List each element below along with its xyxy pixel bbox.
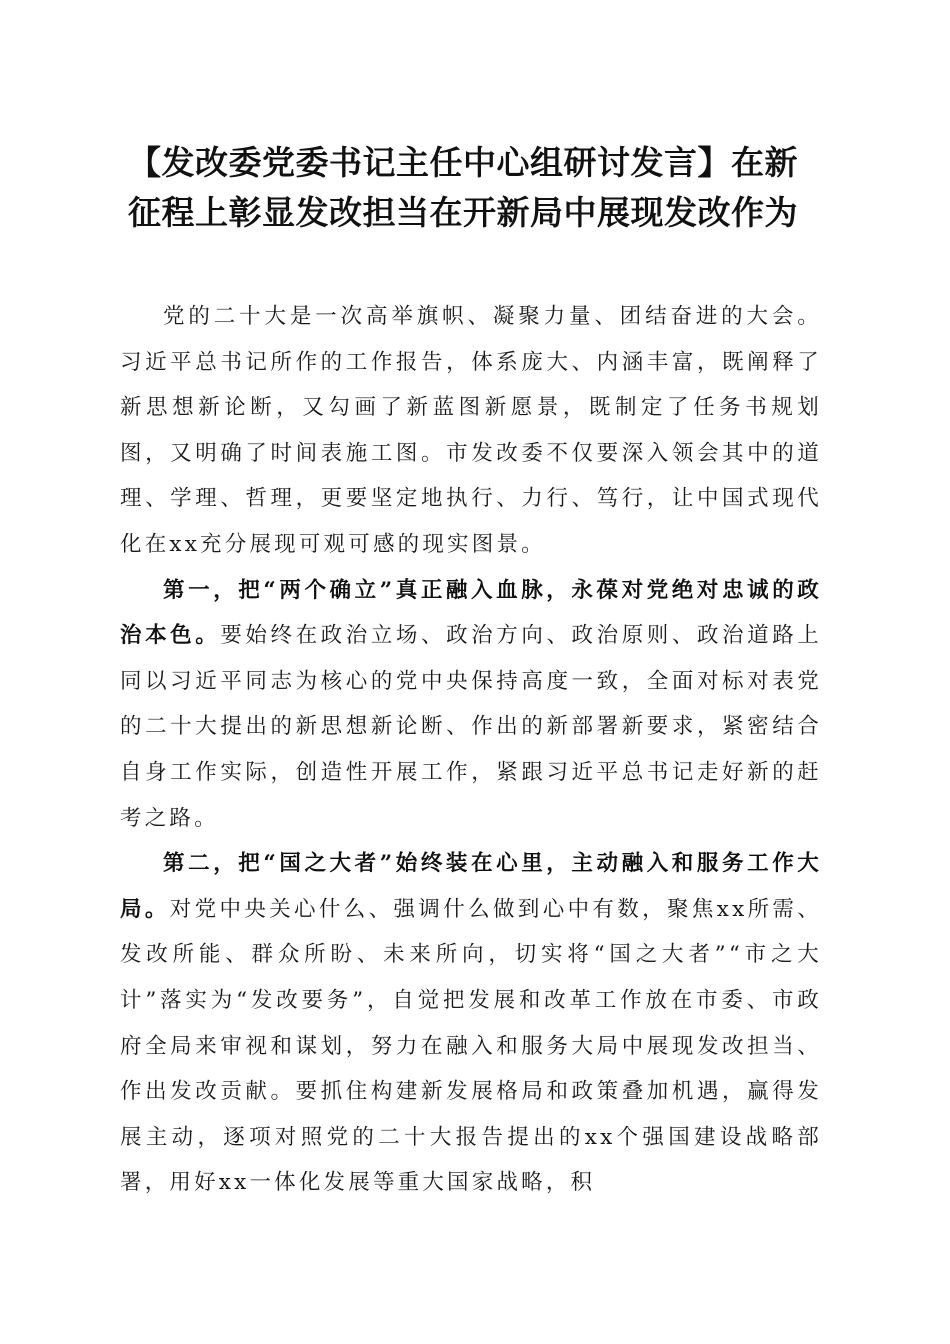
paragraph-lead: 第一，把“两个确立”真正融入血脉，永葆对党绝对忠诚的政治本色。: [120, 577, 822, 649]
paragraph-intro: [120, 294, 822, 568]
document-body: [120, 294, 822, 1206]
paragraph-point-1: [120, 568, 822, 842]
paragraph-point-2: [120, 841, 822, 1206]
paragraph-text: 党的二十大是一次高举旗帜、凝聚力量、团结奋进的大会。习近平总书记所作的工作报告，体系庞大、内涵丰富，既阐释了新思想新论断，又勾画了新蓝图新愿景，既制定了任务书规划图，又明确了时间表施工图。市发改委不仅要深入领会其中的道理、学理、哲理，更要坚定地执行、力行、笃行，让中国式现代化在xx充分展现可观可感的现实图景。: [120, 304, 822, 557]
paragraph-text: 要始终在政治立场、政治方向、政治原则、政治道路上同以习近平同志为核心的党中央保持高度一致，全面对标对表党的二十大提出的新思想新论断、作出的新部署新要求，紧密结合自身工作实际，创造性开展工作，紧跟习近平总书记走好新的赶考之路。: [120, 623, 822, 831]
title-line-2: 征程上彰显发改担当在开新局中展现发改作为: [128, 193, 798, 232]
title-line-1: 【发改委党委书记主任中心组研讨发言】在新: [128, 143, 798, 182]
document-title: [120, 138, 822, 238]
paragraph-lead: 第二，把“国之大者”始终装在心里，主动融入和服务工作大局。: [120, 851, 822, 922]
paragraph-text: 对党中央关心什么、强调什么做到心中有数，聚焦xx所需、发改所能、群众所盼、未来所向，切实将“国之大者”“市之大计”落实为“发改要务”，自觉把发展和改革工作放在市委、市政府全局来审视和谋划，努力在融入和服务大局中展现发改担当、作出发改贡献。要抓住构建新发展格局和政策叠加机遇，赢得发展主动，逐项对照党的二十大报告提出的xx个强国建设战略部署，用好xx一体化发展等重大国家战略，积: [120, 896, 822, 1196]
